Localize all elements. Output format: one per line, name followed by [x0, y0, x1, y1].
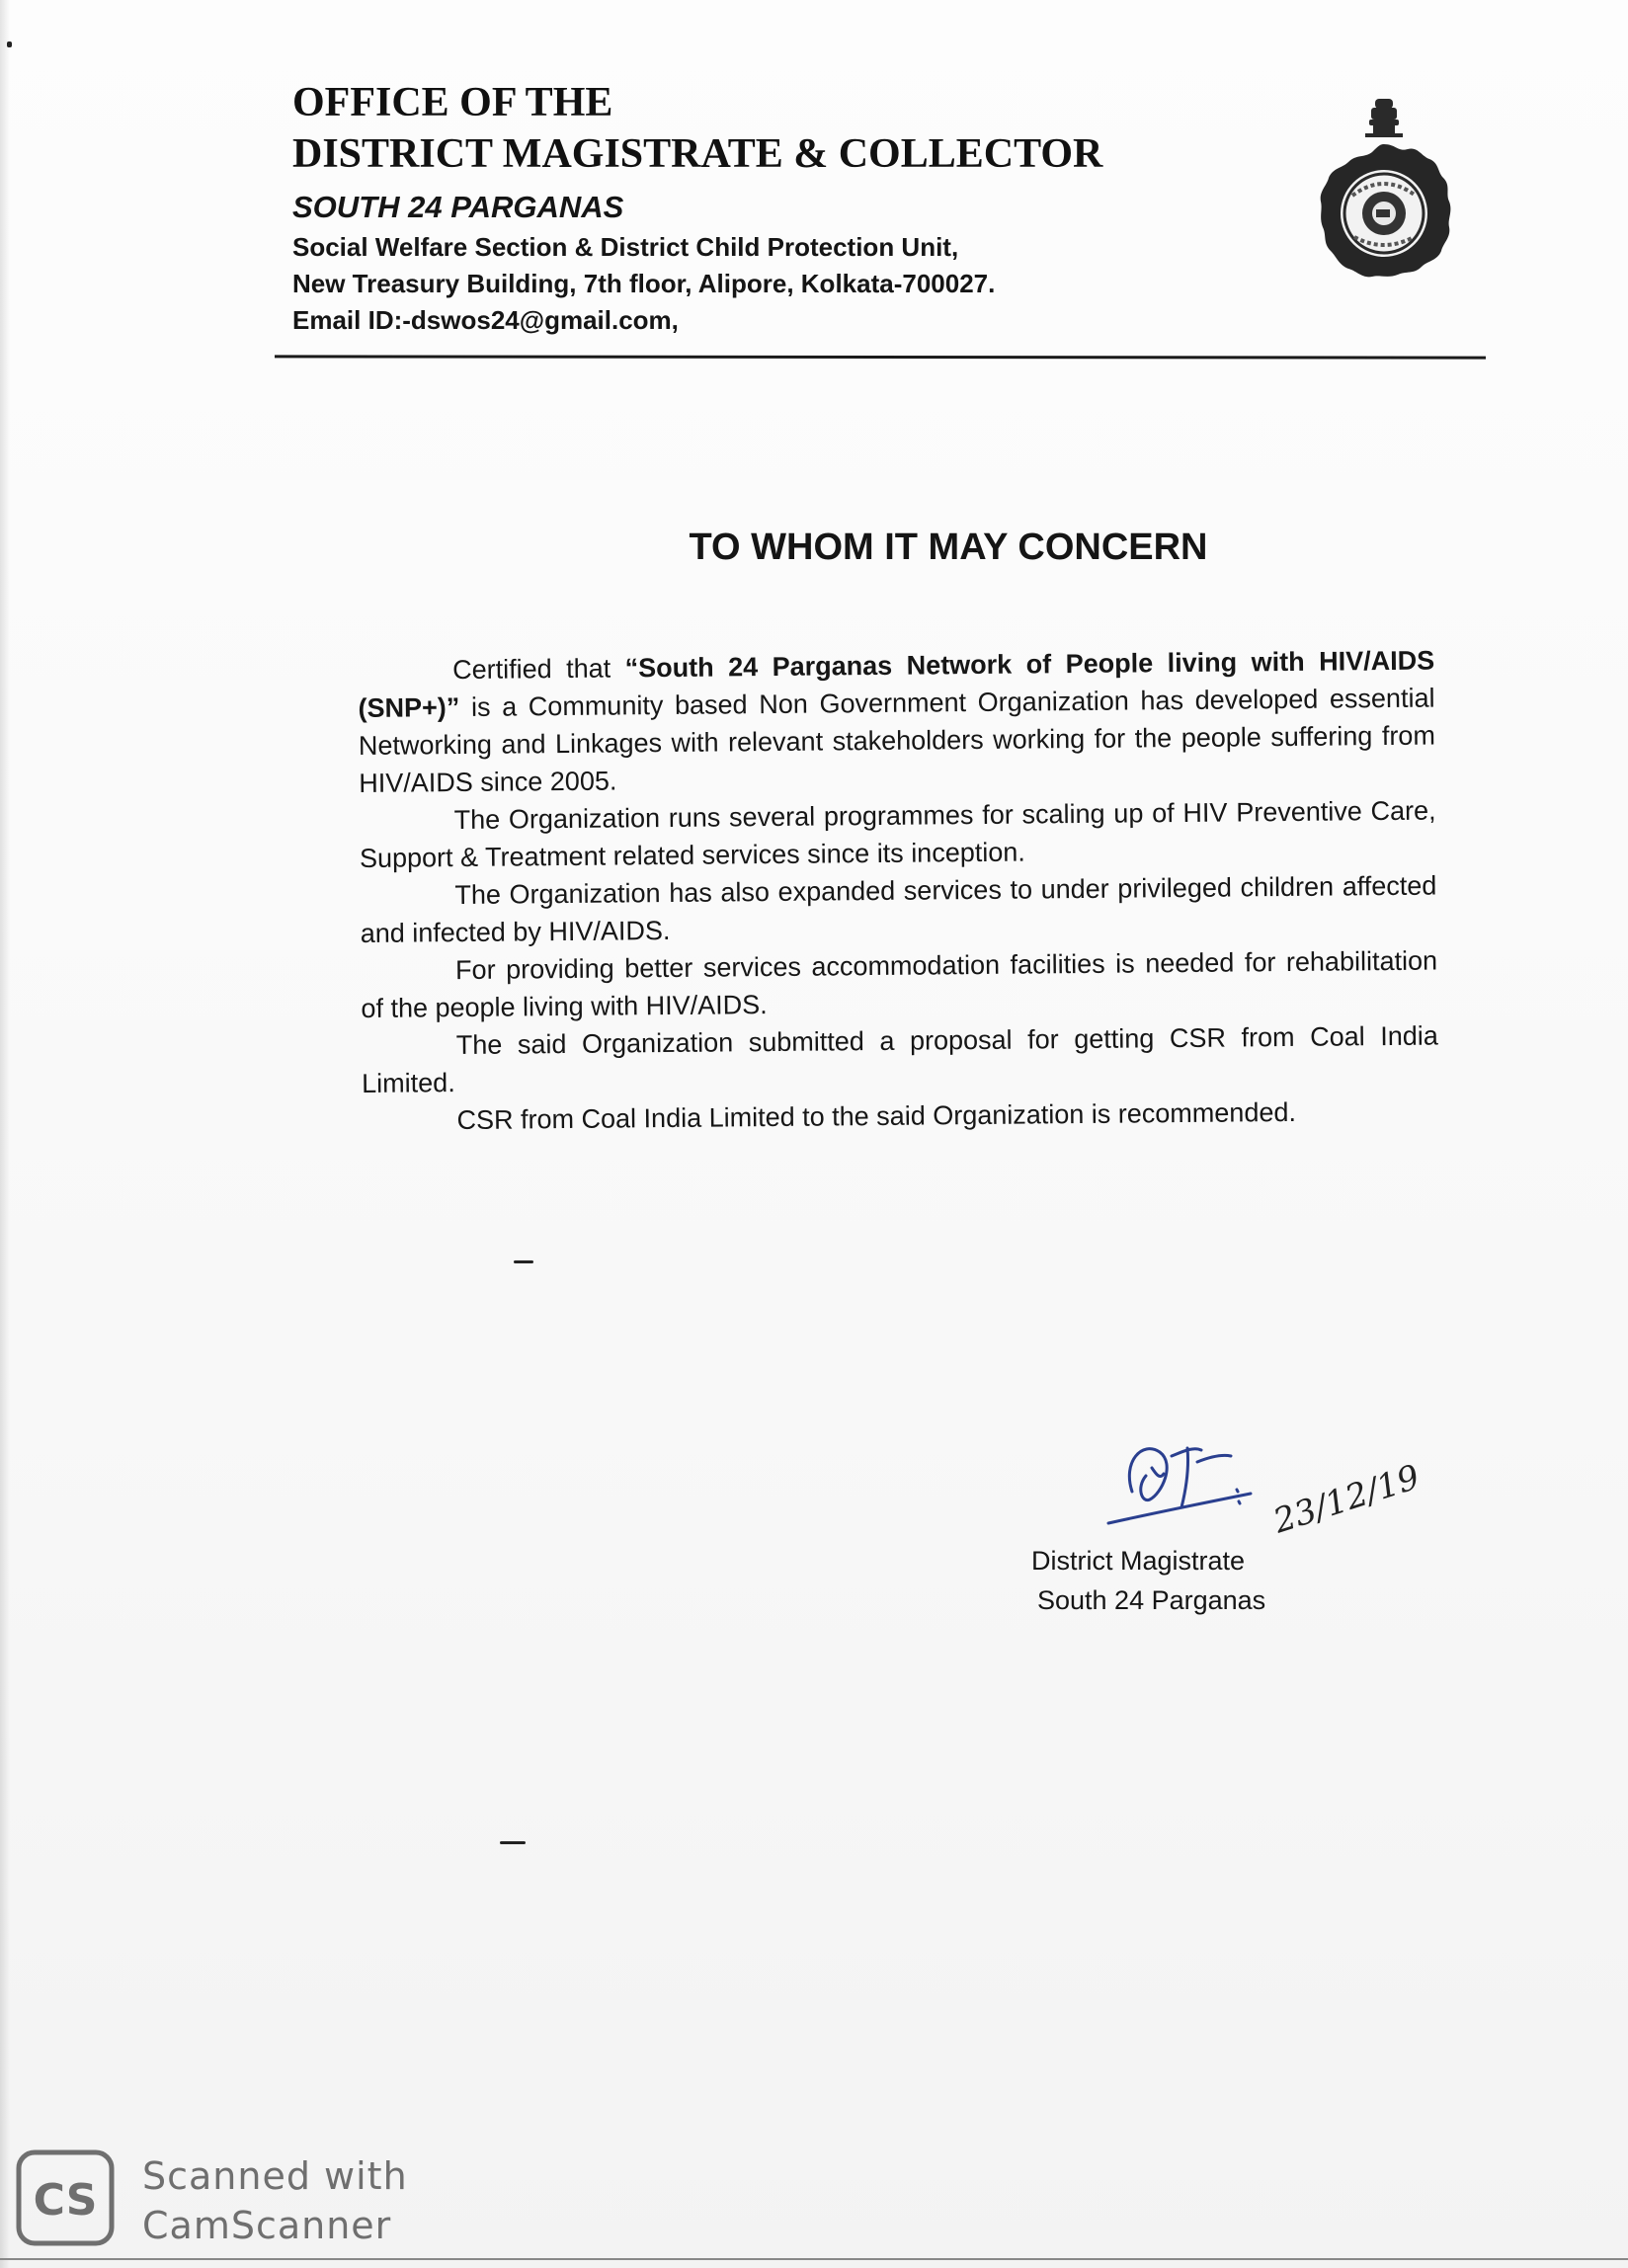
watermark-line1: Scanned with — [142, 2154, 408, 2198]
signatory-title: District Magistrate — [1031, 1546, 1246, 1576]
paragraph-certification-prefix: Certified that — [452, 653, 625, 686]
paragraph-certification-rest: is a Community based Non Government Organization has developed essential Networking and Linkages with relevant stakeholders working for the people suffering from HIV/AIDS since 2005. — [358, 683, 1436, 798]
page-edge-shadow — [0, 0, 10, 2268]
email-line: Email ID:-dswos24@gmail.com, — [292, 305, 679, 335]
office-title-line2: DISTRICT MAGISTRATE & COLLECTOR — [292, 131, 1103, 177]
paragraph-recommendation: CSR from Coal India Limited to the said Organization is recommended. — [456, 1096, 1297, 1136]
watermark-line2: CamScanner — [142, 2204, 392, 2247]
paragraph-accommodation: For providing better services accommodation facilities is needed for rehabilitation of the people living with HIV/AIDS. — [361, 945, 1438, 1023]
page-bottom-edge — [0, 2258, 1628, 2260]
paragraph-certification — [358, 642, 1435, 802]
paragraph-children-services: The Organization has also expanded services to under privileged children affected and infected by HIV/AIDS. — [360, 870, 1437, 948]
address-line: New Treasury Building, 7th floor, Alipore, Kolkata-700027. — [292, 269, 996, 298]
paragraph-programmes: The Organization runs several programmes for scaling up of HIV Preventive Care, Support & Treatment related services since its inception. — [359, 795, 1436, 873]
paragraph-proposal: The said Organization submitted a proposal for getting CSR from Coal India Limited. — [362, 1020, 1438, 1098]
organization-name: “South 24 Parganas Network of People living with HIV/AIDS (SNP+)” — [358, 645, 1435, 723]
camscanner-logo-text: CS — [33, 2175, 98, 2226]
handwritten-signature-icon — [1102, 1422, 1428, 1551]
section-line: Social Welfare Section & District Child Protection Unit, — [292, 232, 959, 262]
district-name: SOUTH 24 PARGANAS — [292, 190, 624, 224]
letter-body — [358, 642, 1439, 1140]
signatory-block — [1031, 1541, 1265, 1620]
scan-mark — [514, 1260, 533, 1263]
office-title-line1: OFFICE OF THE — [292, 80, 613, 125]
scan-mark — [7, 41, 12, 47]
letter-heading: TO WHOM IT MAY CONCERN — [689, 526, 1208, 568]
signature-date: 23/12/19 — [1268, 1457, 1425, 1542]
header-divider — [275, 355, 1486, 359]
letterhead — [292, 77, 1280, 339]
scan-mark — [500, 1841, 526, 1844]
signatory-place: South 24 Parganas — [1037, 1585, 1266, 1615]
government-emblem-seal-icon — [1300, 95, 1468, 283]
camscanner-logo-icon — [16, 2149, 115, 2246]
camscanner-watermark — [142, 2151, 408, 2250]
